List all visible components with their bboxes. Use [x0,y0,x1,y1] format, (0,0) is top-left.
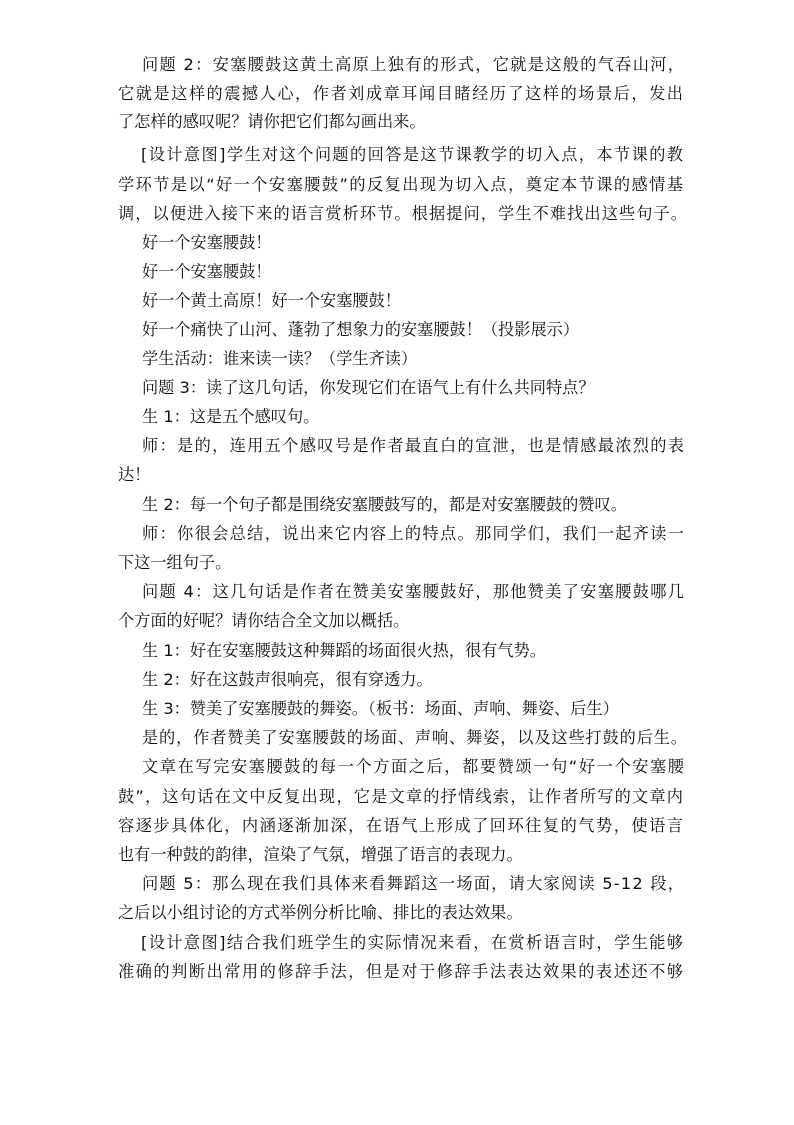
text-line: 它就是这样的震撼人心，作者刘成章耳闻目睹经历了这样的场景后，发出 [118,84,685,103]
text-line: 之后以小组讨论的方式举例分析比喻、排比的表达效果。 [118,903,523,922]
text-line: [设计意图]结合我们班学生的实际情况来看，在赏析语言时，学生能够 [141,933,685,952]
text-line: 生 2：每一个句子都是围绕安塞腰鼓写的，都是对安塞腰鼓的赞叹。 [142,495,627,514]
text-line: 鼓”，这句话在文中反复出现，它是文章的抒情线索，让作者所写的文章内 [118,787,685,806]
text-line: 生 2：好在这鼓声很响亮，很有穿透力。 [142,670,433,689]
text-line: 生 1：好在安塞腰鼓这种舞蹈的场面很火热，很有气势。 [142,641,546,660]
text-line: 问题 4：这几句话是作者在赞美安塞腰鼓好，那他赞美了安塞腰鼓哪几 [142,582,686,601]
text-line: 文章在写完安塞腰鼓的每一个方面之后，都要赞颂一句“好一个安塞腰 [142,757,686,776]
text-line: 调，以便进入接下来的语言赏析环节。根据提问，学生不难找出这些句子。 [118,204,689,223]
text-line: 达！ [118,465,151,484]
text-line: 学生活动：谁来读一读？（学生齐读） [142,349,418,368]
text-line: 是的，作者赞美了安塞腰鼓的场面、声响、舞姿，以及这些打鼓的后生。 [142,728,688,747]
text-line: [设计意图]学生对这个问题的回答是这节课教学的切入点，本节课的教 [141,145,685,164]
text-line: 问题 3：读了这几句话，你发现它们在语气上有什么共同特点？ [142,378,595,397]
text-line: 学环节是以“好一个安塞腰鼓”的反复出现为切入点，奠定本节课的感情基 [118,175,685,194]
text-line: 下这一组句子。 [118,553,232,572]
text-line: 好一个黄土高原！好一个安塞腰鼓！ [142,291,401,310]
text-line: 准确的判断出常用的修辞手法，但是对于修辞手法表达效果的表述还不够 [118,962,685,981]
text-line: 问题 2：安塞腰鼓这黄土高原上独有的形式，它就是这般的气吞山河， [142,55,686,74]
text-line: 生 1：这是五个感叹句。 [142,407,320,426]
text-line: 师：是的，连用五个感叹号是作者最直白的宣泄，也是情感最浓烈的表 [142,436,686,455]
text-line: 好一个安塞腰鼓！ [142,262,272,281]
text-line: 问题 5：那么现在我们具体来看舞蹈这一场面，请大家阅读 5-12 段， [142,874,686,893]
text-line: 生 3：赞美了安塞腰鼓的舞姿。（板书：场面、声响、舞姿、后生） [142,699,619,718]
text-line: 师：你很会总结，说出来它内容上的特点。那同学们，我们一起齐读一 [142,524,686,543]
text-line: 好一个安塞腰鼓！ [142,233,272,252]
text-line: 了怎样的感叹呢？请你把它们都勾画出来。 [118,112,426,131]
text-line: 个方面的好呢？请你结合全文加以概括。 [118,611,410,630]
text-line: 容逐步具体化，内涵逐渐加深，在语气上形成了回环往复的气势，使语言 [118,816,685,835]
text-line: 好一个痛快了山河、蓬勃了想象力的安塞腰鼓！（投影展示） [142,320,580,339]
text-line: 也有一种鼓的韵律，渲染了气氛，增强了语言的表现力。 [118,845,523,864]
